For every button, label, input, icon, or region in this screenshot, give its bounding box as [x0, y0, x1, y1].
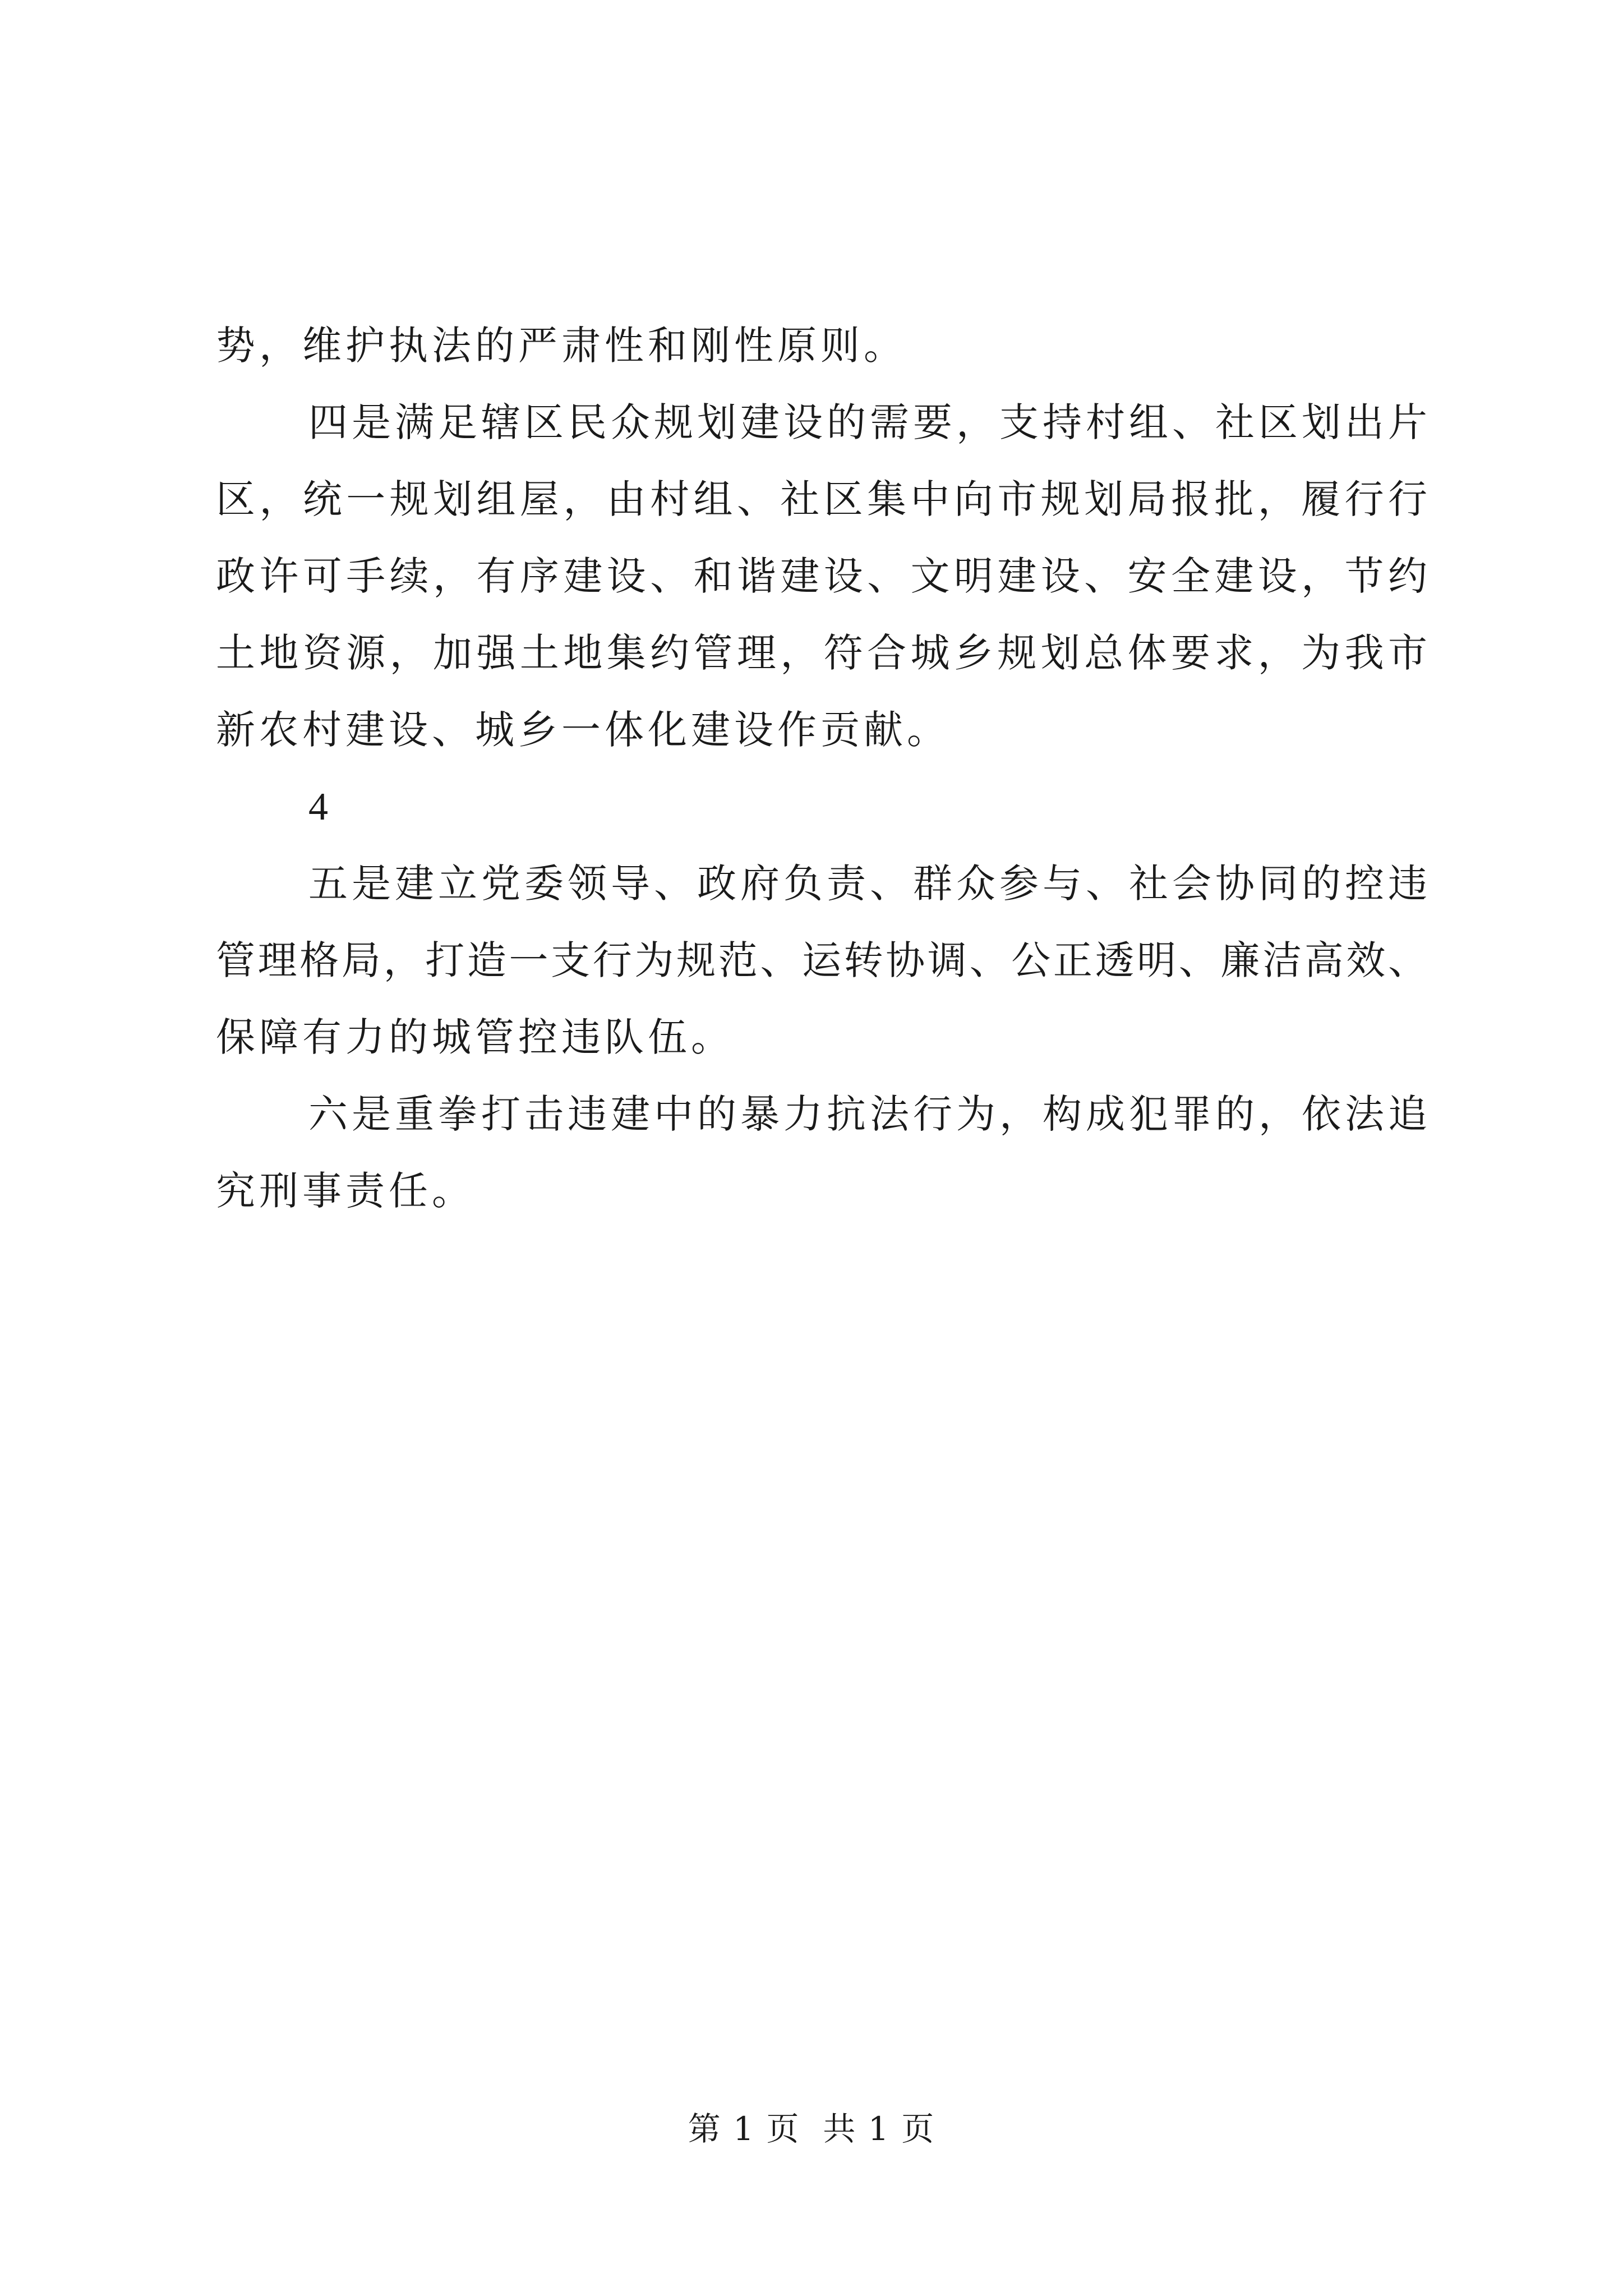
paragraph-line: 四是满足辖区民众规划建设的需要，支持村组、社区划出片: [308, 399, 1427, 445]
inline-page-number: 4: [308, 785, 328, 829]
paragraph-line: 保障有力的城管控违队伍。: [216, 1014, 734, 1060]
paragraph-line: 区，统一规划组屋，由村组、社区集中向市规划局报批，履行行: [216, 476, 1427, 522]
document-body: [216, 307, 1427, 1230]
paragraph-line: 五是建立党委领导、政府负责、群众参与、社会协同的控违: [308, 861, 1427, 907]
paragraph-line: 新农村建设、城乡一体化建设作贡献。: [216, 707, 950, 753]
paragraph-line: 究刑事责任。: [216, 1168, 475, 1214]
paragraph-line: 势，维护执法的严肃性和刚性原则。: [216, 323, 907, 369]
paragraph-line: 管理格局，打造一支行为规范、运转协调、公正透明、廉洁高效、: [216, 937, 1427, 983]
page-footer: 第 1 页 共 1 页: [688, 2110, 935, 2148]
paragraph-line: 六是重拳打击违建中的暴力抗法行为，构成犯罪的，依法追: [308, 1091, 1427, 1137]
paragraph-line: 土地资源，加强土地集约管理，符合城乡规划总体要求，为我市: [216, 630, 1427, 676]
paragraph-line: 政许可手续，有序建设、和谐建设、文明建设、安全建设，节约: [216, 553, 1427, 599]
